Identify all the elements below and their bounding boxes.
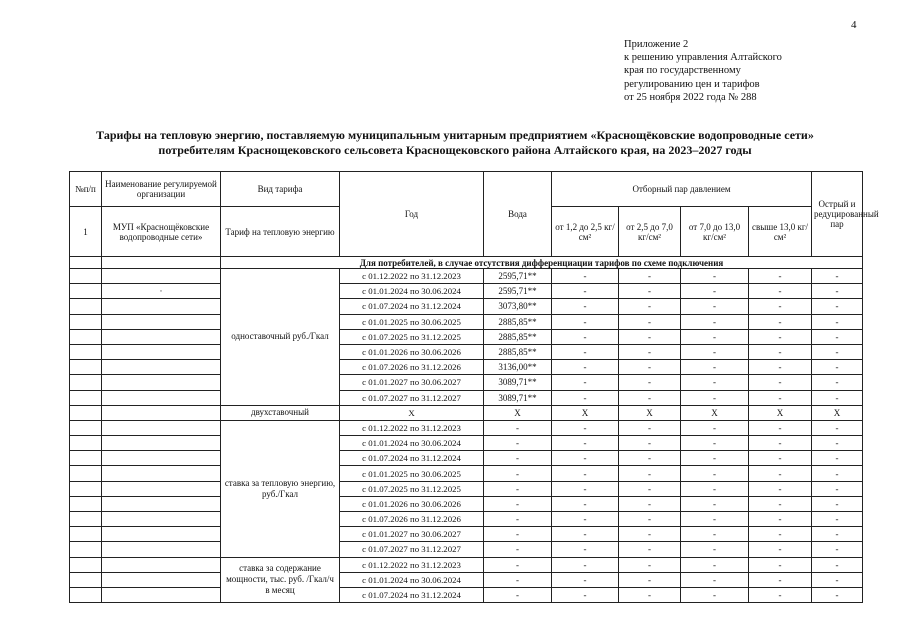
period-cell: с 01.12.2022 по 31.12.2023 (340, 420, 484, 435)
steam-cell: - (749, 451, 812, 466)
steam-cell: - (619, 512, 681, 527)
steam-cell: - (812, 375, 863, 390)
water-cell: - (484, 451, 552, 466)
period-cell: с 01.01.2026 по 30.06.2026 (340, 496, 484, 511)
steam-cell: - (749, 466, 812, 481)
steam-cell: - (749, 284, 812, 299)
appendix-block (624, 38, 782, 104)
num-cell (70, 466, 102, 481)
table-row (70, 269, 863, 284)
table-row (70, 512, 863, 527)
period-cell: с 01.01.2025 по 30.06.2025 (340, 314, 484, 329)
org-cell (102, 512, 221, 527)
steam-cell: - (812, 512, 863, 527)
num-cell (70, 420, 102, 435)
steam-cell: X (812, 405, 863, 420)
steam-cell: - (552, 360, 619, 375)
num-cell (70, 557, 102, 572)
period-cell: с 01.01.2024 по 30.06.2024 (340, 436, 484, 451)
title-line: Тарифы на тепловую энергию, поставляемую муниципальным унитарным предприятием «Краснощёковские водопроводные сети» (96, 128, 814, 142)
num-cell (70, 587, 102, 602)
steam-cell: - (552, 527, 619, 542)
steam-cell: - (619, 527, 681, 542)
section-row (70, 257, 863, 269)
page-number: 4 (851, 19, 857, 31)
steam-cell: - (619, 481, 681, 496)
steam-cell: - (552, 436, 619, 451)
water-cell: 2885,85** (484, 314, 552, 329)
period-cell: с 01.12.2022 по 31.12.2023 (340, 269, 484, 284)
table-row (70, 420, 863, 435)
water-cell: - (484, 512, 552, 527)
steam-cell: - (681, 375, 749, 390)
period-cell: с 01.01.2024 по 30.06.2024 (340, 284, 484, 299)
steam-cell: - (681, 512, 749, 527)
header-tariff-type: Вид тарифа (221, 172, 340, 207)
steam-cell: - (619, 360, 681, 375)
steam-cell: - (681, 542, 749, 557)
steam-cell: - (749, 390, 812, 405)
steam-cell: - (812, 269, 863, 284)
steam-cell: - (812, 329, 863, 344)
group-capacity-rate: ставка за содержание мощности, тыс. руб. /Гкал/ч в месяц (221, 557, 340, 603)
period-cell: с 01.07.2025 по 31.12.2025 (340, 329, 484, 344)
num-cell (70, 314, 102, 329)
steam-cell: - (619, 587, 681, 602)
steam-cell: - (681, 344, 749, 359)
header-steam-col: от 2,5 до 7,0 кг/см² (619, 207, 681, 257)
period-cell: с 01.01.2027 по 30.06.2027 (340, 375, 484, 390)
steam-cell: - (619, 314, 681, 329)
steam-cell: - (681, 451, 749, 466)
steam-cell: - (552, 375, 619, 390)
header-steam-col: свыше 13,0 кг/см² (749, 207, 812, 257)
steam-cell: - (619, 284, 681, 299)
steam-cell: - (749, 542, 812, 557)
water-cell: 3073,80** (484, 299, 552, 314)
steam-cell: - (681, 420, 749, 435)
table-row (70, 360, 863, 375)
org-cell (102, 436, 221, 451)
table-row (70, 466, 863, 481)
water-cell: 2885,85** (484, 329, 552, 344)
steam-cell: - (749, 527, 812, 542)
period-cell: с 01.07.2024 по 31.12.2024 (340, 299, 484, 314)
water-cell: - (484, 572, 552, 587)
header-water: Вода (484, 172, 552, 257)
stray-mark: · (102, 284, 221, 299)
num-cell (70, 572, 102, 587)
steam-cell: - (812, 314, 863, 329)
period-cell: с 01.01.2025 по 30.06.2025 (340, 466, 484, 481)
water-cell: 2885,85** (484, 344, 552, 359)
steam-cell: - (619, 299, 681, 314)
steam-cell: - (749, 512, 812, 527)
table-row (70, 405, 863, 420)
steam-cell: - (749, 436, 812, 451)
header-steam-col: от 1,2 до 2,5 кг/см² (552, 207, 619, 257)
steam-cell: - (812, 390, 863, 405)
steam-cell: - (619, 496, 681, 511)
steam-cell: - (749, 496, 812, 511)
steam-cell: - (619, 466, 681, 481)
steam-cell: - (812, 436, 863, 451)
org-cell (102, 496, 221, 511)
org-row-name: МУП «Краснощёковские водопроводные сети» (102, 207, 221, 257)
steam-cell: - (812, 360, 863, 375)
steam-cell: - (552, 420, 619, 435)
steam-cell: - (681, 329, 749, 344)
org-cell (102, 299, 221, 314)
period-cell: с 01.07.2026 по 31.12.2026 (340, 512, 484, 527)
steam-cell: - (552, 344, 619, 359)
steam-cell: - (812, 299, 863, 314)
header-num: №п/п (70, 172, 102, 207)
steam-cell: - (552, 466, 619, 481)
org-cell (102, 405, 221, 420)
org-cell (102, 420, 221, 435)
org-cell (102, 451, 221, 466)
num-cell (70, 436, 102, 451)
steam-cell: - (681, 284, 749, 299)
steam-cell: - (619, 572, 681, 587)
steam-cell: - (749, 344, 812, 359)
steam-cell: - (812, 557, 863, 572)
steam-cell: - (749, 557, 812, 572)
water-cell: 3136,00** (484, 360, 552, 375)
num-cell (70, 360, 102, 375)
org-cell (102, 557, 221, 572)
org-cell (102, 360, 221, 375)
steam-cell: X (552, 405, 619, 420)
steam-cell: - (812, 451, 863, 466)
num-cell (70, 496, 102, 511)
table-row (70, 299, 863, 314)
num-cell (70, 451, 102, 466)
steam-cell: - (749, 481, 812, 496)
steam-cell: - (552, 390, 619, 405)
water-cell: 2595,71** (484, 269, 552, 284)
water-cell: - (484, 527, 552, 542)
steam-cell: - (552, 284, 619, 299)
steam-cell: - (681, 314, 749, 329)
title-line: потребителям Краснощековского сельсовета Краснощековского района Алтайского края, на 2023–2027 годы (158, 143, 752, 157)
steam-cell: - (552, 329, 619, 344)
steam-cell: - (681, 587, 749, 602)
water-cell: 3089,71** (484, 390, 552, 405)
steam-cell: - (552, 557, 619, 572)
steam-cell: - (749, 299, 812, 314)
steam-cell: - (681, 527, 749, 542)
table-row (70, 557, 863, 572)
steam-cell: - (552, 314, 619, 329)
steam-cell: - (812, 572, 863, 587)
table-row (70, 451, 863, 466)
empty-cell (70, 257, 102, 269)
water-cell: 3089,71** (484, 375, 552, 390)
document-title (40, 128, 870, 158)
appendix-line: к решению управления Алтайского (624, 52, 782, 64)
appendix-line: Приложение 2 (624, 39, 689, 50)
steam-cell: - (552, 512, 619, 527)
org-cell (102, 587, 221, 602)
steam-cell: - (619, 542, 681, 557)
water-cell: - (484, 481, 552, 496)
steam-cell: - (681, 481, 749, 496)
group-single-rate: одноставочный руб./Гкал (221, 269, 340, 406)
water-cell: - (484, 542, 552, 557)
period-cell: с 01.01.2026 по 30.06.2026 (340, 344, 484, 359)
steam-cell: X (681, 405, 749, 420)
header-year: Год (340, 172, 484, 257)
group-heat-rate: ставка за тепловую энергию, руб./Гкал (221, 420, 340, 557)
org-cell (102, 481, 221, 496)
steam-cell: - (812, 527, 863, 542)
table-row (70, 329, 863, 344)
table-row (70, 496, 863, 511)
header-sharp-steam: Острый и редуцированный пар (812, 172, 863, 257)
table-row (70, 587, 863, 602)
org-cell (102, 390, 221, 405)
steam-cell: - (681, 299, 749, 314)
table-row (70, 481, 863, 496)
steam-cell: - (749, 572, 812, 587)
table-row (70, 314, 863, 329)
table-row (70, 542, 863, 557)
table-row (70, 390, 863, 405)
org-cell (102, 344, 221, 359)
steam-cell: - (552, 269, 619, 284)
num-cell (70, 481, 102, 496)
group-two-rate: двухставочный (221, 405, 340, 420)
steam-cell: - (619, 329, 681, 344)
org-row-num: 1 (70, 207, 102, 257)
period-cell: с 01.07.2027 по 31.12.2027 (340, 390, 484, 405)
table-row (70, 344, 863, 359)
table-row (70, 527, 863, 542)
steam-cell: - (681, 466, 749, 481)
period-cell: с 01.07.2026 по 31.12.2026 (340, 360, 484, 375)
water-cell: - (484, 587, 552, 602)
header-steam: Отборный пар давлением (552, 172, 812, 207)
steam-cell: - (681, 269, 749, 284)
water-cell: - (484, 557, 552, 572)
period-cell: с 01.01.2027 по 30.06.2027 (340, 527, 484, 542)
period-cell: с 01.07.2024 по 31.12.2024 (340, 451, 484, 466)
num-cell (70, 344, 102, 359)
num-cell (70, 542, 102, 557)
steam-cell: - (812, 420, 863, 435)
org-cell (102, 542, 221, 557)
org-cell (102, 466, 221, 481)
num-cell (70, 269, 102, 284)
num-cell (70, 512, 102, 527)
steam-cell: - (812, 587, 863, 602)
steam-cell: - (552, 587, 619, 602)
steam-cell: - (619, 269, 681, 284)
water-cell: X (484, 405, 552, 420)
steam-cell: - (812, 344, 863, 359)
steam-cell: - (812, 496, 863, 511)
steam-cell: - (681, 496, 749, 511)
steam-cell: - (749, 587, 812, 602)
empty-cell (102, 257, 221, 269)
water-cell: - (484, 496, 552, 511)
steam-cell: - (749, 420, 812, 435)
steam-cell: - (681, 390, 749, 405)
steam-cell: X (619, 405, 681, 420)
num-cell (70, 284, 102, 299)
org-cell (102, 314, 221, 329)
period-cell: X (340, 405, 484, 420)
header-row (70, 172, 863, 207)
table-row (70, 572, 863, 587)
period-cell: с 01.07.2025 по 31.12.2025 (340, 481, 484, 496)
steam-cell: - (812, 542, 863, 557)
steam-cell: - (619, 436, 681, 451)
steam-cell: - (749, 329, 812, 344)
steam-cell: - (619, 390, 681, 405)
num-cell (70, 375, 102, 390)
steam-cell: - (619, 375, 681, 390)
appendix-line: регулированию цен и тарифов (624, 78, 760, 90)
steam-cell: - (681, 572, 749, 587)
org-cell (102, 572, 221, 587)
appendix-line: от 25 ноября 2022 года № 288 (624, 91, 757, 103)
tariff-table (69, 171, 879, 603)
steam-cell: - (812, 481, 863, 496)
steam-cell: - (749, 314, 812, 329)
steam-cell: - (619, 420, 681, 435)
appendix-line: края по государственному (624, 65, 741, 77)
steam-cell: - (552, 496, 619, 511)
section-title: Для потребителей, в случае отсутствия дифференциации тарифов по схеме подключения (221, 257, 863, 269)
header-steam-col: от 7,0 до 13,0 кг/см² (681, 207, 749, 257)
table-row (70, 284, 863, 299)
steam-cell: - (552, 299, 619, 314)
period-cell: с 01.07.2024 по 31.12.2024 (340, 587, 484, 602)
water-cell: - (484, 436, 552, 451)
steam-cell: - (749, 269, 812, 284)
steam-cell: - (681, 557, 749, 572)
org-cell (102, 269, 221, 284)
num-cell (70, 329, 102, 344)
water-cell: 2595,71** (484, 284, 552, 299)
steam-cell: - (812, 466, 863, 481)
steam-cell: - (552, 572, 619, 587)
steam-cell: - (552, 451, 619, 466)
table-row (70, 436, 863, 451)
org-row-tariff: Тариф на тепловую энергию (221, 207, 340, 257)
steam-cell: - (749, 360, 812, 375)
period-cell: с 01.07.2027 по 31.12.2027 (340, 542, 484, 557)
period-cell: с 01.12.2022 по 31.12.2023 (340, 557, 484, 572)
steam-cell: - (619, 344, 681, 359)
steam-cell: - (681, 360, 749, 375)
steam-cell: - (749, 375, 812, 390)
steam-cell: - (619, 451, 681, 466)
table-row (70, 375, 863, 390)
steam-cell: - (812, 284, 863, 299)
steam-cell: - (619, 557, 681, 572)
num-cell (70, 405, 102, 420)
num-cell (70, 527, 102, 542)
num-cell (70, 299, 102, 314)
water-cell: - (484, 420, 552, 435)
water-cell: - (484, 466, 552, 481)
steam-cell: - (552, 542, 619, 557)
period-cell: с 01.01.2024 по 30.06.2024 (340, 572, 484, 587)
steam-cell: X (749, 405, 812, 420)
steam-cell: - (681, 436, 749, 451)
num-cell (70, 390, 102, 405)
header-org: Наименование регулируемой организации (102, 172, 221, 207)
org-cell (102, 329, 221, 344)
steam-cell: - (552, 481, 619, 496)
org-cell (102, 375, 221, 390)
org-cell (102, 527, 221, 542)
